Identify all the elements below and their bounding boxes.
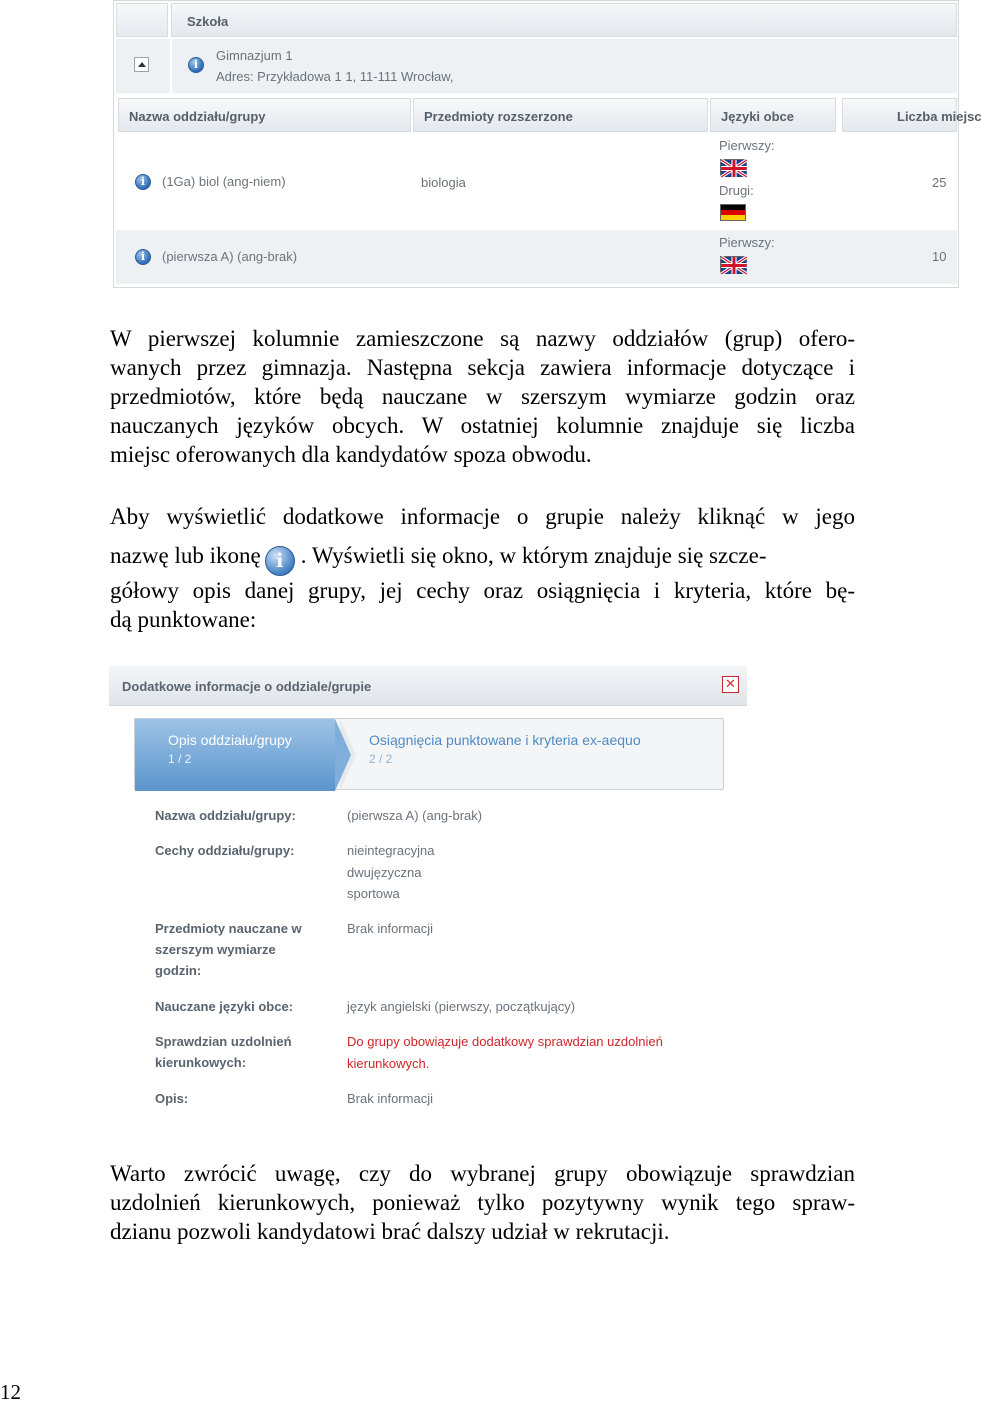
text-fragment: nazwę lub ikonę [110, 543, 261, 568]
field-label-languages [155, 996, 293, 1017]
text-line: przedmiotów, które będą nauczane w szerszym wymiarze godzin oraz [110, 384, 855, 409]
close-icon[interactable]: ✕ [722, 676, 739, 693]
value-line: sportowa [347, 886, 400, 901]
section-header [171, 3, 957, 37]
column-header-places[interactable]: Liczba miejsc [842, 98, 957, 132]
table-row[interactable] [116, 134, 957, 228]
paragraph-intro [110, 324, 855, 469]
text-line: Warto zwrócić uwagę, czy do wybranej grupy obowiązuje sprawdzian [110, 1161, 855, 1186]
dialog-tabs [134, 718, 724, 790]
value-line: (pierwsza A) (ang-brak) [347, 808, 483, 823]
tab-arrow [335, 719, 351, 791]
info-icon[interactable]: i [188, 57, 204, 73]
label-line: szerszym wymiarze [155, 942, 276, 957]
field-label-features [155, 840, 294, 861]
collapse-toggle-icon[interactable] [134, 57, 149, 72]
label-line: Nauczane języki obce: [155, 999, 293, 1014]
places-cell: 25 [932, 175, 947, 190]
text-line: nauczanych języków obcych. W ostatniej kolumnie znajduje się liczba [110, 413, 855, 438]
tab-label: Osiągnięcia punktowane i kryteria ex-aequo [369, 732, 641, 748]
text-line: gółowy opis danej grupy, jej cechy oraz osiągnięcia i kryteria, które bę- [110, 578, 855, 603]
value-line: język angielski (pierwszy, początkujący) [347, 999, 576, 1014]
value-line: nieintegracyjna [347, 843, 435, 858]
header-spacer [116, 3, 168, 37]
column-header-languages[interactable]: Języki obce [710, 98, 836, 132]
text-line: dzianu pozwoli kandydatowi brać dalszy udział w rekrutacji. [110, 1219, 670, 1244]
lang-first-label: Pierwszy: [719, 138, 775, 153]
value-line: Brak informacji [347, 1091, 433, 1106]
school-groups-screenshot [113, 0, 982, 288]
tab-number: 2 / 2 [369, 752, 393, 766]
value-line: kierunkowych. [347, 1055, 430, 1071]
label-line: Sprawdzian uzdolnień [155, 1034, 292, 1049]
lang-second-label: Drugi: [719, 183, 754, 198]
text-line: W pierwszej kolumnie zamieszczone są nazwy oddziałów (grup) ofero- [110, 326, 855, 351]
tab-description[interactable] [135, 719, 335, 791]
page-number: 12 [0, 1380, 21, 1404]
school-name: Gimnazjum 1 [216, 48, 293, 63]
subjects-cell: biologia [421, 175, 466, 190]
text-line: Aby wyświetlić dodatkowe informacje o grupie należy kliknąć w jego [110, 504, 855, 529]
paragraph-info-instructions [110, 502, 855, 634]
school-row[interactable] [116, 39, 957, 93]
field-value-languages [347, 996, 575, 1018]
tab-number: 1 / 2 [168, 752, 192, 766]
flag-de-icon [720, 204, 746, 221]
lang-first-label: Pierwszy: [719, 235, 775, 250]
value-line: dwujęzyczna [347, 864, 422, 880]
label-line: Cechy oddziału/grupy: [155, 843, 295, 858]
field-value-extended-subjects [347, 918, 433, 940]
field-value-features [347, 840, 434, 905]
field-label-aptitude-test [155, 1031, 292, 1073]
field-value-group-name [347, 805, 482, 827]
value-line: Do grupy obowiązuje dodatkowy sprawdzian uzdolnień [347, 1034, 663, 1049]
info-icon[interactable]: i [135, 174, 151, 190]
label-line: kierunkowych: [155, 1055, 247, 1070]
group-name-link[interactable]: (pierwsza A) (ang-brak) [162, 249, 298, 264]
dialog-titlebar [109, 666, 747, 706]
flag-uk-icon [720, 159, 746, 176]
info-icon[interactable]: i [135, 249, 151, 265]
field-label-description [155, 1088, 188, 1109]
column-header-subjects[interactable]: Przedmioty rozszerzone [413, 98, 708, 132]
section-title: Szkoła [187, 14, 229, 29]
field-value-aptitude-test [347, 1031, 663, 1074]
text-line: uzdolnień kierunkowych, ponieważ tylko pozytywny wynik tego spraw- [110, 1190, 855, 1215]
flag-uk-icon [720, 256, 746, 273]
group-name-link[interactable]: (1Ga) biol (ang-niem) [162, 174, 286, 189]
dialog-title: Dodatkowe informacje o oddziale/grupie [122, 679, 372, 694]
label-line: Nazwa oddziału/grupy: [155, 808, 296, 823]
field-label-group-name [155, 805, 296, 826]
paragraph-note [110, 1159, 855, 1246]
label-line: Opis: [155, 1091, 189, 1106]
field-value-description [347, 1088, 433, 1110]
text-line: wanych przez gimnazja. Następna sekcja zawiera informacje dotyczące i [110, 355, 855, 380]
places-cell: 10 [932, 249, 947, 264]
text-line-with-icon [110, 540, 855, 576]
column-header-group-name[interactable]: Nazwa oddziału/grupy [118, 98, 411, 132]
info-icon: i [265, 546, 295, 576]
text-fragment: . Wyświetli się okno, w którym znajduje się szcze- [300, 543, 767, 568]
group-details-dialog [109, 666, 747, 1126]
value-line: Brak informacji [347, 921, 433, 936]
table-row[interactable] [116, 230, 957, 284]
text-line: dą punktowane: [110, 607, 257, 632]
label-line: godzin: [155, 963, 202, 978]
school-address: Adres: Przykładowa 1 1, 11-111 Wrocław, [216, 69, 454, 84]
field-label-extended-subjects [155, 918, 302, 981]
text-line: miejsc oferowanych dla kandydatów spoza obwodu. [110, 442, 592, 467]
divider [170, 39, 172, 93]
tab-label: Opis oddziału/grupy [168, 732, 292, 748]
label-line: Przedmioty nauczane w [155, 921, 302, 936]
